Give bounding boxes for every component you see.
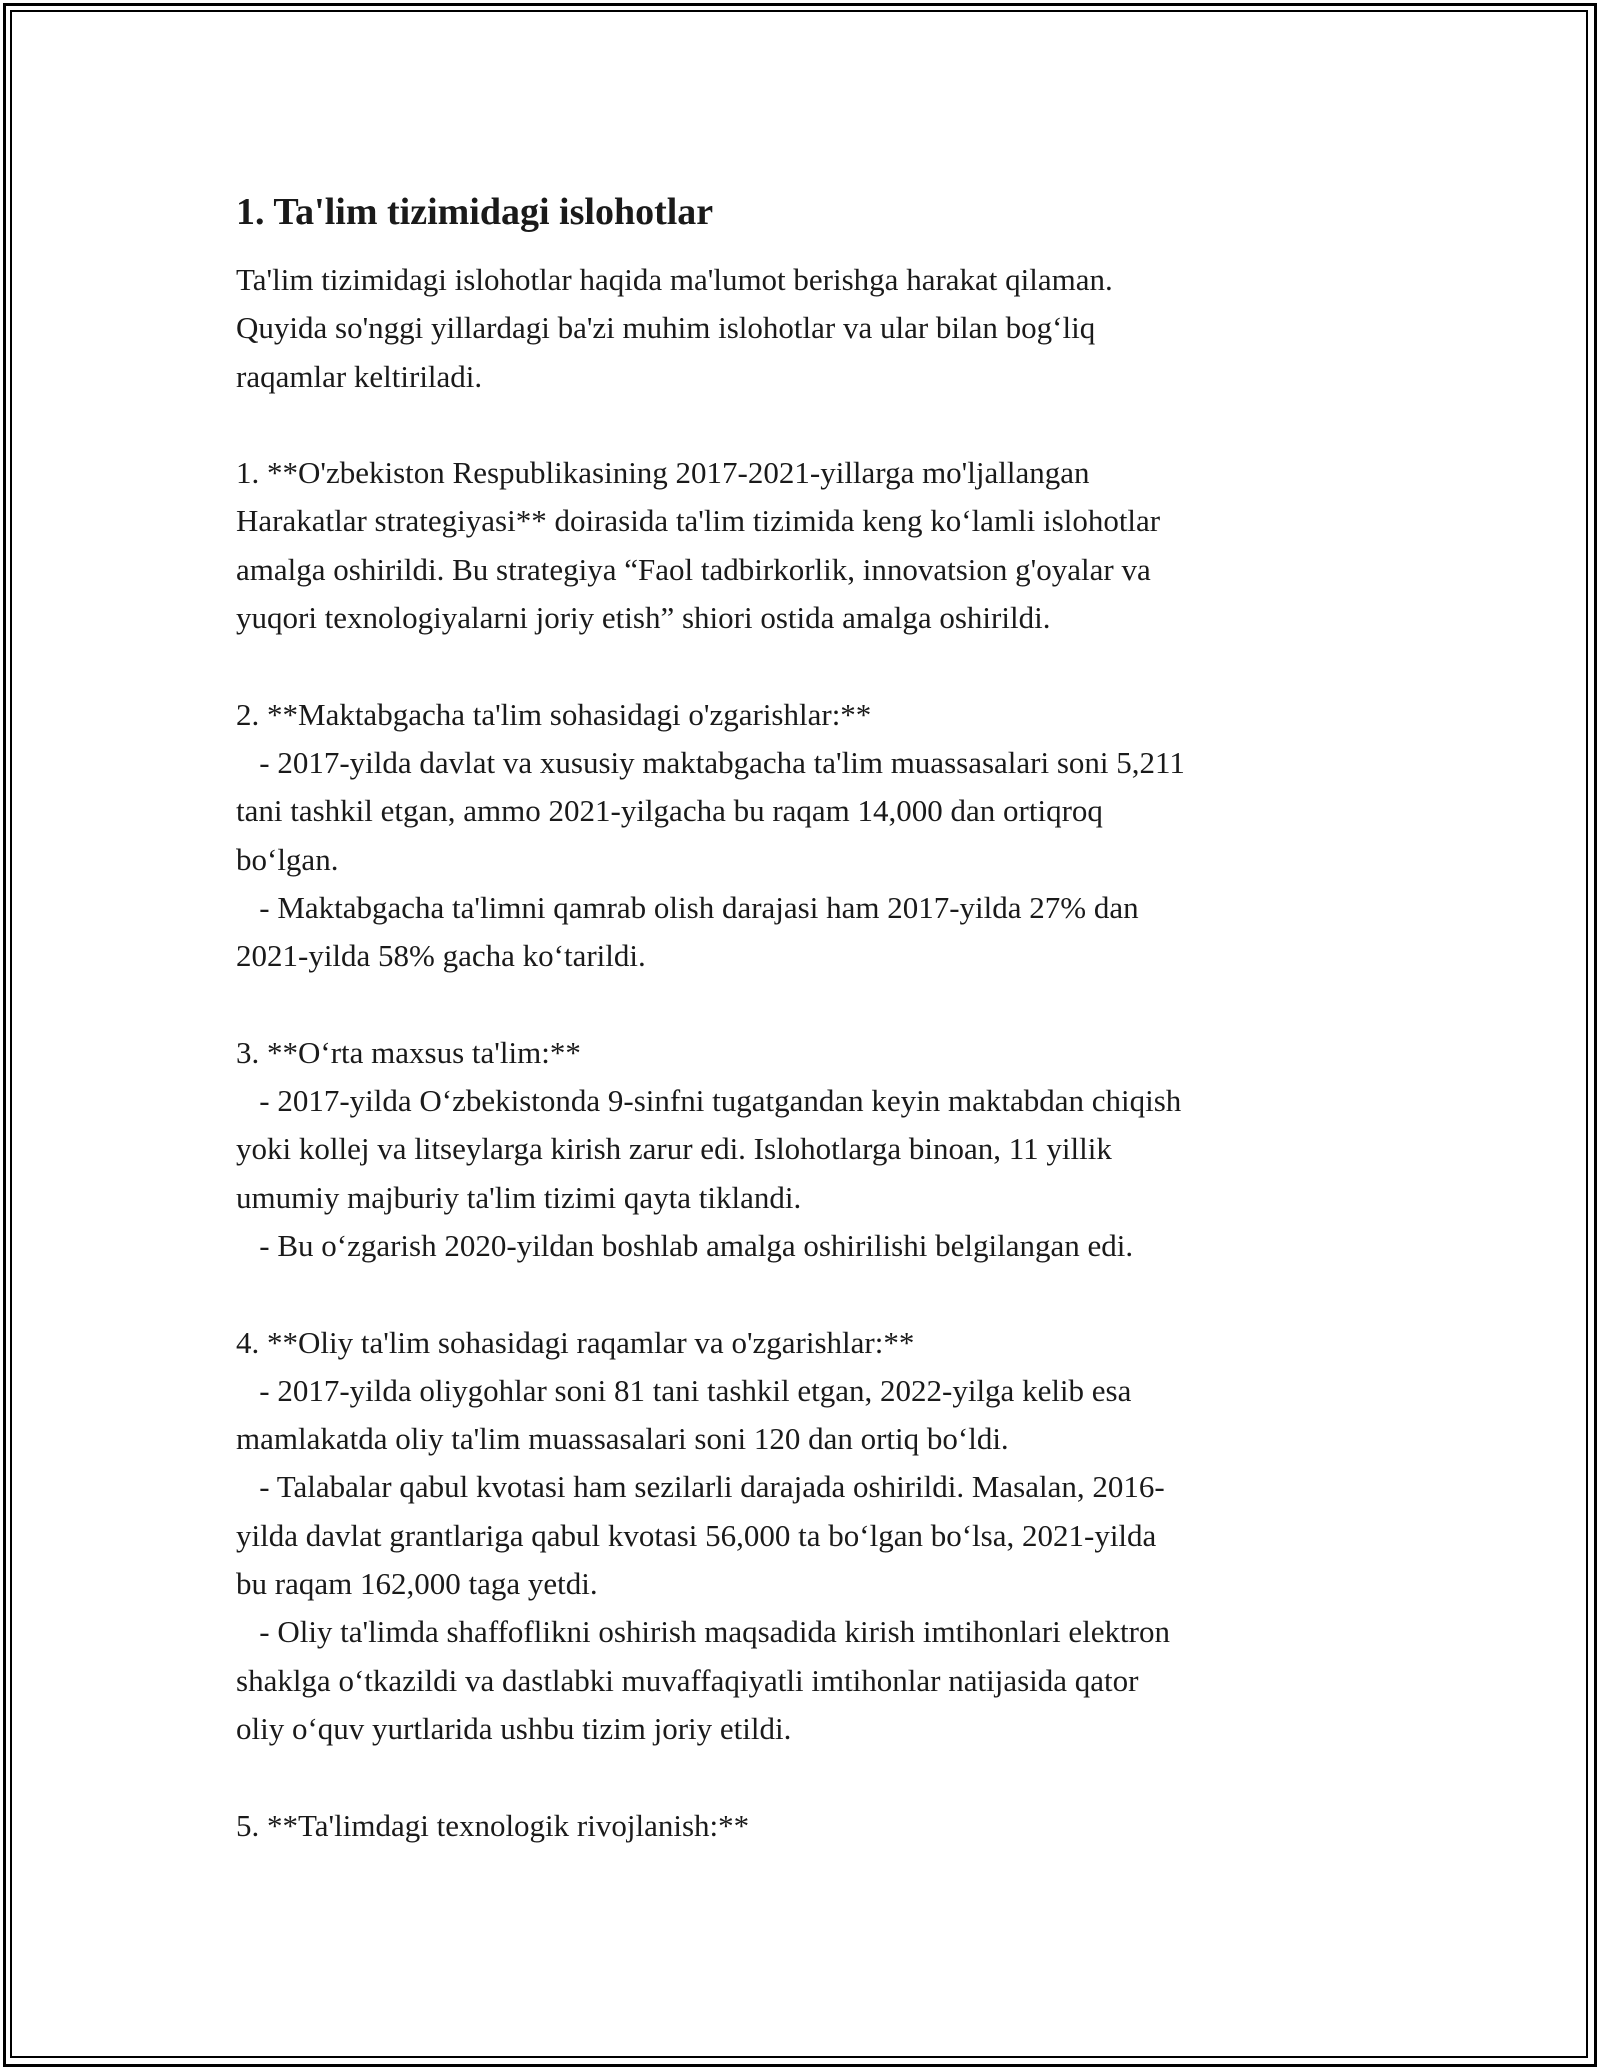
document-title: 1. Ta'lim tizimidagi islohotlar [236,191,714,233]
document-page [236,186,1396,1850]
document-body: Ta'lim tizimidagi islohotlar haqida ma'lumot berishga harakat qilaman. Quyida so'nggi yillardagi ba'zi muhim islohotlar va ular bilan bog‘liq raqamlar keltiriladi. 1. **O'zbekiston Respublikasining 2017-2021-yillarga mo'ljallangan Harakatlar strategiyasi** doirasida ta'lim tizimida keng ko‘lamli islohotlar amalga oshirildi. Bu strategiya “Faol tadbirkorlik, innovatsion g'oyalar va yuqori texnologiyalarni joriy etish” shiori ostida amalga oshirildi. 2. **Maktabgacha ta'lim sohasidagi o'zgarishlar:** - 2017-yilda davlat va xususiy maktabgacha ta'lim muassasalari soni 5,211 tani tashkil etgan, ammo 2021-yilgacha bu raqam 14,000 dan ortiqroq bo‘lgan. - Maktabgacha ta'limni qamrab olish darajasi ham 2017-yilda 27% dan 2021-yilda 58% gacha ko‘tarildi. 3. **O‘rta maxsus ta'lim:** - 2017-yilda O‘zbekistonda 9-sinfni tugatgandan keyin maktabdan chiqish yoki kollej va litseylarga kirish zarur edi. Islohotlarga binoan, 11 yillik umumiy majburiy ta'lim tizimi qayta tiklandi. - Bu o‘zgarish 2020-yildan boshlab amalga oshirilishi belgilangan edi. 4. **Oliy ta'lim sohasidagi raqamlar va o'zgarishlar:** - 2017-yilda oliygohlar soni 81 tani tashkil etgan, 2022-yilga kelib esa mamlakatda oliy ta'lim muassasalari soni 120 dan ortiq bo‘ldi. - Talabalar qabul kvotasi ham sezilarli darajada oshirildi. Masalan, 2016- yilda davlat grantlariga qabul kvotasi 56,000 ta bo‘lgan bo‘lsa, 2021-yilda bu raqam 162,000 taga yetdi. - Oliy ta'limda shaffoflikni oshirish maqsadida kirish imtihonlari elektron shaklga o‘tkazildi va dastlabki muvaffaqiyatli imtihonlar natijasida qator oliy o‘quv yurtlarida ushbu tizim joriy etildi. 5. **Ta'limdagi texnologik rivojlanish:** [236,262,1185,1843]
